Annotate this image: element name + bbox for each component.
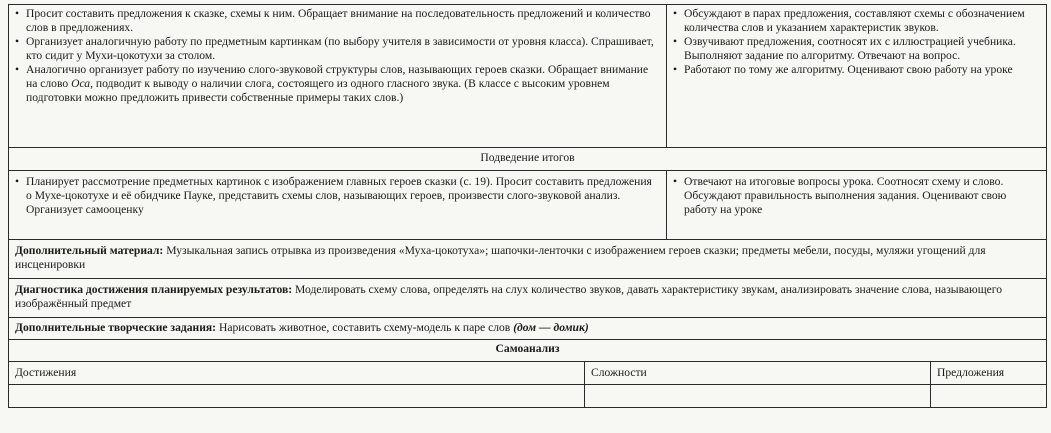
summary-teacher-cell	[9, 171, 667, 240]
teacher-item: • Аналогично организует работу по изучению слого-звуковой структуры слов, называющих героев сказки. Обращает внимание на слово Оса, подводит к выводу о наличии слога, состоящего из одного гласного звука. (В классе с высоким уровнем подготовки можно предложить привести собственные примеры таких слов.)	[15, 63, 660, 105]
self-analysis-columns-row	[9, 362, 1047, 385]
self-analysis-heading-row	[9, 340, 1047, 362]
extra-material-text: Музыкальная запись отрывка из произведения «Муха-цокотуха»; шапочки-ленточки с изображением героев сказки; предметы мебели, посуды, муляжи угощений для инсценировки	[15, 244, 986, 271]
word-osa: Оса	[71, 77, 91, 90]
creative-row	[9, 318, 1047, 340]
student-item: • Озвучивают предложения, соотносят их с иллюстрацией учебника. Выполняют задание по алгоритму. Отвечают на вопрос.	[673, 35, 1040, 63]
creative-label: Дополнительные творческие задания:	[15, 321, 217, 334]
summary-student-item: • Отвечают на итоговые вопросы урока. Соотносят схему и слово. Обсуждают правильность выполнения задания. Оценивают свою работу на уроке	[673, 175, 1040, 217]
activity-row	[9, 5, 1047, 148]
diagnostics-row	[9, 279, 1047, 318]
summary-student-cell	[667, 171, 1047, 240]
self-analysis-heading: Самоанализ	[9, 340, 1047, 362]
summary-heading: Подведение итогов	[9, 148, 1047, 171]
suggestions-header: Предложения	[931, 362, 1047, 385]
student-activity-cell	[667, 5, 1047, 148]
summary-teacher-item: • Планирует рассмотрение предметных картинок с изображением главных героев сказки (с. 19). Просит составить предложения о Мухе-цокотухе и её обидчике Пауке, представить схемы слов, называющих героев, произвести слого-звуковой анализ. Организует самооценку	[15, 175, 660, 217]
diagnostics-label: Диагностика достижения планируемых результатов:	[15, 283, 293, 296]
student-activity-list	[673, 7, 1040, 77]
diagnostics-text: Моделировать схему слова, определять на слух количество звуков, давать характеристику звукам, анализировать значение слова, называющего изображённый предмет	[15, 283, 1003, 310]
student-item: • Работают по тому же алгоритму. Оценивают свою работу на уроке	[673, 63, 1040, 77]
lesson-plan-table	[8, 4, 1047, 408]
teacher-activity-cell	[9, 5, 667, 148]
creative-cell	[9, 318, 1047, 340]
diagnostics-cell	[9, 279, 1047, 318]
extra-material-cell	[9, 240, 1047, 279]
creative-text: Нарисовать животное, составить схему-модель к паре слов	[216, 321, 514, 334]
summary-row	[9, 171, 1047, 240]
extra-material-label: Дополнительный материал:	[15, 244, 164, 257]
achievements-header: Достижения	[9, 362, 585, 385]
teacher-item: • Просит составить предложения к сказке, схемы к ним. Обращает внимание на последовательность предложений и количество слов в предложениях.	[15, 7, 660, 35]
summary-heading-row	[9, 148, 1047, 171]
difficulties-empty-cell	[585, 385, 931, 408]
teacher-activity-list	[15, 7, 660, 105]
extra-material-row	[9, 240, 1047, 279]
teacher-item: • Организует аналогичную работу по предметным картинкам (по выбору учителя в зависимости от уровня класса). Спрашивает, кто сидит у Мухи-цокотухи за столом.	[15, 35, 660, 63]
achievements-empty-cell	[9, 385, 585, 408]
self-analysis-empty-row	[9, 385, 1047, 408]
creative-example: (дом — домик)	[513, 321, 589, 334]
student-item: • Обсуждают в парах предложения, составляют схемы с обозначением количества слов и указанием характеристик звуков.	[673, 7, 1040, 35]
suggestions-empty-cell	[931, 385, 1047, 408]
difficulties-header: Сложности	[585, 362, 931, 385]
lesson-plan-sheet	[8, 4, 1046, 408]
